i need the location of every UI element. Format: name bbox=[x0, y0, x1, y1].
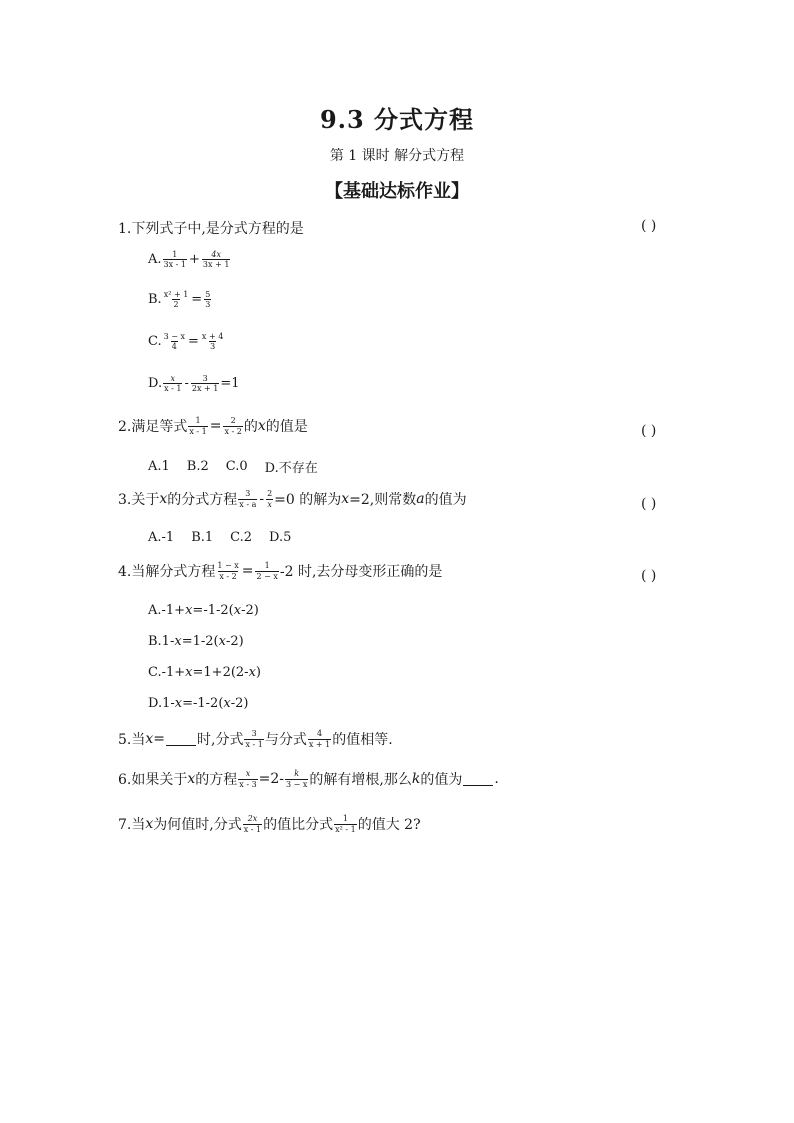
q3-choices bbox=[148, 530, 308, 545]
option-label: B. bbox=[148, 292, 162, 308]
fraction: $\frac{2}{x - 2}$ bbox=[224, 416, 242, 436]
variable-x: x bbox=[185, 603, 193, 618]
choice-b: B.2 bbox=[186, 459, 209, 474]
operator: = bbox=[241, 563, 254, 579]
question-text: 与分式 bbox=[264, 732, 307, 748]
answer-paren: ( ) bbox=[641, 423, 657, 439]
variable-a: a bbox=[416, 491, 425, 507]
question-7-stem bbox=[118, 814, 421, 834]
lesson-subtitle: 第 1 课时 解分式方程 bbox=[329, 148, 465, 164]
fraction: $\frac{1}{\text{x² - 1}}$ bbox=[335, 814, 356, 834]
variable-x: x bbox=[187, 771, 196, 787]
fraction: $\frac{1}{3x - 1}$ bbox=[163, 250, 187, 270]
operator: - bbox=[184, 376, 189, 392]
fraction: $\frac{4x}{3x + 1}$ bbox=[202, 250, 230, 270]
question-text: 为何值时,分式 bbox=[153, 817, 242, 833]
fraction: $\frac{\text{x² + 1}}{2}$ bbox=[163, 290, 189, 310]
fraction: $\frac{3}{x - a}$ bbox=[239, 489, 257, 509]
q1-option-a bbox=[148, 250, 231, 269]
question-text: =0 的解为 bbox=[274, 492, 342, 508]
fraction: $\frac{5}{3}$ bbox=[205, 290, 211, 310]
operator: = bbox=[188, 334, 199, 350]
question-text: 的值比分式 bbox=[263, 817, 334, 833]
fraction: $\frac{4}{x + 1}$ bbox=[308, 729, 331, 749]
answer-blank[interactable] bbox=[166, 733, 196, 746]
question-text: 7.当 bbox=[118, 817, 146, 833]
choice-c: C.2 bbox=[230, 530, 253, 545]
fraction: $\frac{1 - x}{x - 2}$ bbox=[217, 561, 239, 581]
answer-paren: ( ) bbox=[641, 218, 657, 234]
operator: - bbox=[259, 491, 265, 507]
variable-k: k bbox=[411, 771, 421, 787]
question-text: 1.下列式子中,是分式方程的是 bbox=[118, 221, 304, 237]
fraction: $\frac{1}{x - 1}$ bbox=[189, 416, 207, 436]
question-text: 的值为 bbox=[424, 492, 467, 508]
variable-x: x bbox=[233, 603, 242, 618]
fraction: $\frac{2}{x}$ bbox=[267, 489, 273, 509]
question-text: 5.当 bbox=[118, 732, 146, 748]
q4-option-b: B.1- x =1-2( x -2) bbox=[148, 634, 244, 649]
q2-choices bbox=[148, 457, 335, 476]
answer-paren: ( ) bbox=[641, 568, 657, 584]
question-text: 2.满足等式 bbox=[118, 419, 188, 435]
question-text: 的 bbox=[243, 419, 258, 435]
fraction: $\frac{1}{2 - x}$ bbox=[256, 561, 278, 581]
question-text: 的值为 bbox=[420, 772, 463, 788]
question-text: 时,分式 bbox=[197, 732, 244, 748]
q4-option-d: D.1- x =-1-2( x -2) bbox=[148, 696, 249, 711]
question-text: =2- bbox=[258, 771, 285, 787]
question-text: 的方程 bbox=[195, 772, 238, 788]
question-text: 的解有增根,那么 bbox=[309, 772, 412, 788]
equation-tail: =1 bbox=[220, 376, 240, 392]
question-text: 3.关于 bbox=[118, 492, 160, 508]
fraction: $\frac{x + 4}{3}$ bbox=[201, 332, 224, 352]
fraction: $\frac{3}{2x + 1}$ bbox=[191, 374, 219, 394]
variable-x: x bbox=[257, 418, 266, 434]
fraction: $\frac{2x}{x - 1}$ bbox=[243, 814, 262, 834]
fraction: $\frac{x}{x - 1}$ bbox=[164, 374, 182, 394]
question-6-stem: 6.如果关于 x 的方程 $\frac{x}{x - 3}$ =2- $\frac{k}{3 - x}$ 的解有增根,那么 k 的值为 . bbox=[118, 769, 499, 789]
q4-option-a: A.-1+ x =-1-2( x -2) bbox=[148, 603, 259, 618]
fraction: $\frac{3}{x - 1}$ bbox=[245, 729, 263, 749]
variable-x: x bbox=[223, 696, 231, 711]
question-1-stem bbox=[118, 218, 304, 238]
question-text: =2,则常数 bbox=[349, 492, 417, 508]
variable-x: x bbox=[159, 491, 168, 507]
question-text: 的值大 2? bbox=[357, 817, 421, 833]
fraction: $\frac{k}{3 - x}$ bbox=[286, 769, 308, 789]
variable-x: x bbox=[145, 731, 154, 747]
variable-x: x bbox=[218, 634, 226, 649]
answer-blank[interactable] bbox=[463, 773, 493, 786]
operator: = bbox=[191, 292, 203, 308]
variable-x: x bbox=[248, 665, 256, 680]
question-3-stem bbox=[118, 489, 467, 509]
section-heading: 【基础达标作业】 bbox=[325, 181, 469, 202]
question-text: 的值是 bbox=[265, 419, 308, 435]
question-text: 4.当解分式方程 bbox=[118, 564, 216, 580]
variable-x: x bbox=[185, 665, 193, 680]
question-text: -2 时,去分母变形正确的是 bbox=[279, 564, 443, 580]
variable-x: x bbox=[174, 634, 182, 649]
page-title: 9.3 分式方程 bbox=[319, 105, 475, 134]
choice-d: D.不存在 bbox=[264, 461, 318, 476]
option-label: A. bbox=[148, 252, 162, 268]
variable-x: x bbox=[341, 491, 350, 507]
choice-a: A.-1 bbox=[148, 530, 175, 545]
operator: = bbox=[209, 418, 222, 434]
choice-d: D.5 bbox=[269, 530, 292, 545]
choice-a: A.1 bbox=[148, 459, 170, 474]
q1-option-c bbox=[148, 332, 225, 351]
question-5-stem: 5.当 x = 时,分式 $\frac{3}{x - 1}$ 与分式 $\frac{4}{x + 1}$ 的值相等. bbox=[118, 729, 393, 749]
answer-paren: ( ) bbox=[641, 496, 657, 512]
question-text: 的值相等. bbox=[332, 732, 393, 748]
variable-x: x bbox=[145, 816, 154, 832]
q1-option-d bbox=[148, 374, 240, 393]
fraction: $\frac{x}{x - 3}$ bbox=[239, 769, 257, 789]
option-label: D. bbox=[148, 376, 163, 392]
choice-c: C.0 bbox=[225, 459, 248, 474]
question-text: 的分式方程 bbox=[167, 492, 238, 508]
question-2-stem bbox=[118, 416, 308, 436]
q4-option-c: C.-1+ x =1+2(2- x ) bbox=[148, 665, 261, 680]
choice-b: B.1 bbox=[191, 530, 214, 545]
fraction: $\frac{3 - x}{4}$ bbox=[163, 332, 186, 352]
operator: + bbox=[189, 252, 200, 268]
question-text: 6.如果关于 bbox=[118, 772, 188, 788]
q1-option-b bbox=[148, 290, 212, 309]
option-label: C. bbox=[148, 334, 162, 350]
variable-x: x bbox=[174, 696, 183, 711]
question-4-stem bbox=[118, 561, 442, 581]
